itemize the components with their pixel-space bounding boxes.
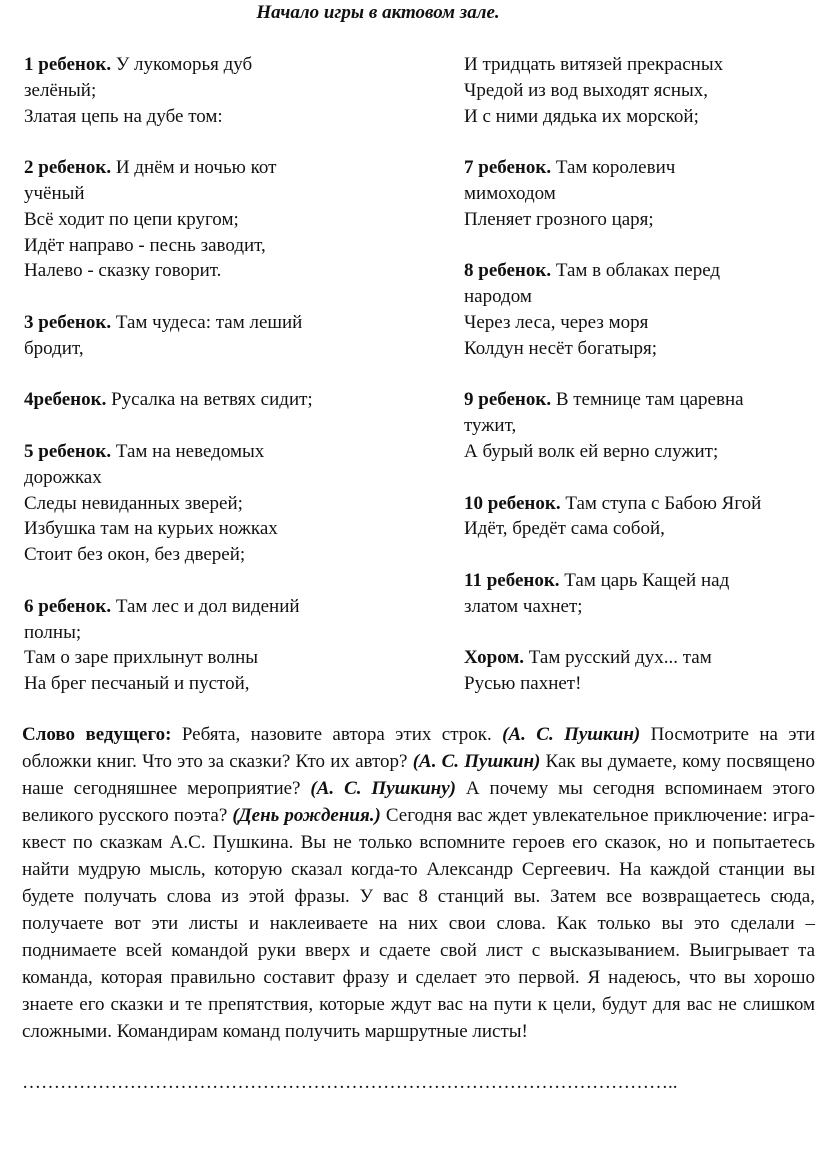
poem-stanza (464, 645, 804, 697)
poem-line (24, 671, 404, 697)
poem-line-text: Там королевич (555, 157, 676, 179)
poem-line-text: Всё ходит по цепи кругом; (24, 208, 239, 230)
poem-line (464, 155, 804, 181)
poem-line (24, 491, 404, 517)
speaker-label: 1 ребенок. (24, 54, 112, 75)
poem-line-text: Там чудеса: там леший (115, 311, 303, 333)
poem-line-text: дорожках (24, 466, 102, 488)
poem-line (24, 207, 404, 233)
poem-stanza (464, 258, 804, 361)
poem-line (464, 181, 804, 207)
poem-stanza (464, 155, 804, 232)
poem-line (464, 568, 804, 594)
poem-line-text: тужит, (464, 415, 517, 437)
poem-line-text: И днём и ночью кот (115, 157, 277, 179)
poem-line (464, 516, 804, 542)
poem-line-text: Там о заре прихлынут волны (24, 647, 259, 669)
poem-line (464, 207, 804, 233)
poem-line-text: Русалка на ветвях сидит; (111, 389, 313, 411)
page-title: Начало игры в актовом зале. (256, 2, 500, 23)
poem-line (464, 491, 804, 517)
poem-line-text: Идёт направо - песнь заводит, (24, 234, 266, 256)
poem-line-text: учёный (24, 182, 85, 204)
poem-line-text: мимоходом (464, 182, 556, 204)
leader-text: А почему мы сегодня вспоминаем этого великого русского поэта? (22, 778, 815, 826)
poem-line (24, 181, 404, 207)
leader-speaker-label: Слово ведущего: (22, 724, 172, 745)
poem-line (24, 104, 404, 130)
poem-line (24, 439, 404, 465)
poem-stanza (24, 439, 404, 568)
poem-line (24, 336, 404, 362)
speaker-label: 10 ребенок. (464, 492, 561, 514)
poem-line-text: Чредой из вод выходят ясных, (464, 79, 709, 101)
poem-line (24, 310, 404, 336)
dotted-line: ………………………………………………………………………………………….. (22, 1072, 678, 1093)
poem-line-text: Там ступа с Бабою Ягой (565, 492, 762, 514)
poem-line-text: Там в облаках перед (555, 260, 721, 282)
poem-stanza (24, 155, 404, 284)
poem-line-text: А бурый волк ей верно служит; (464, 440, 719, 462)
poem-stanza (24, 387, 404, 413)
poem-line-text: полны; (24, 621, 82, 643)
poem-line (24, 233, 404, 259)
poem-line-text: Златая цепь на дубе том: (24, 105, 223, 127)
poem-line (464, 387, 804, 413)
poem-stanza (464, 568, 804, 620)
poem-line-text: Идёт, бредёт сама собой, (464, 518, 665, 540)
poem-line (24, 516, 404, 542)
poem-stanza (464, 52, 804, 129)
leader-answer: (А. С. Пушкин) (412, 751, 541, 772)
poem-stanza (24, 52, 404, 129)
poem-line-text: Там русский дух... там (528, 647, 712, 669)
poem-line (464, 258, 804, 284)
speaker-label: 7 ребенок. (464, 157, 552, 179)
poem-line (24, 542, 404, 568)
poem-line (464, 594, 804, 620)
leader-text: Ребята, назовите автора этих строк. (171, 724, 503, 745)
poem-column-left (24, 52, 404, 723)
poem-line-text: златом чахнет; (464, 595, 583, 617)
poem-line (464, 336, 804, 362)
poem-line-text: И тридцать витязей прекрасных (464, 54, 724, 75)
poem-line (464, 310, 804, 336)
speaker-label: 4ребенок. (24, 389, 107, 411)
poem-line-text: В темнице там царевна (555, 389, 744, 411)
poem-line (24, 465, 404, 491)
poem-line (24, 620, 404, 646)
poem-line (24, 258, 404, 284)
poem-line (24, 645, 404, 671)
poem-line-text: И с ними дядька их морской; (464, 105, 699, 127)
poem-line-text: бродит, (24, 337, 84, 359)
poem-line-text: Через леса, через моря (464, 311, 649, 333)
poem-line-text: У лукоморья дуб (115, 54, 253, 75)
poem-stanza (24, 594, 404, 697)
leader-text: Сегодня вас ждет увлекательное приключение: игра-квест по сказкам А.С. Пушкина. Вы не только вспомните героев его сказок, но и попытаетесь найти мудрую мысль, которую сказал когда-то Александр Сергеевич. На каждой станции вы будете получать слова из этой фразы. У вас 8 станций вы. Затем все возвращаетесь сюда, получаете вот эти листы и наклеиваете на них свои слова. Как только вы это сделали – поднимаете всей командой руки вверх и сдаете свой лист с высказыванием. Выигрывает та команда, которая правильно составит фразу и сделает это первой. Я надеюсь, что вы хорошо знаете его сказки и те препятствия, которые ждут вас на пути к цели, будут для вас не слишком сложными. Командирам команд получить маршрутные листы! (22, 805, 815, 1042)
speaker-label: 2 ребенок. (24, 157, 112, 179)
speaker-label: 3 ребенок. (24, 311, 112, 333)
poem-line-text: Русью пахнет! (464, 673, 582, 695)
poem-line-text: Избушка там на курьих ножках (24, 518, 278, 540)
poem-line-text: Там на неведомых (115, 440, 265, 462)
poem-line (24, 387, 404, 413)
speaker-label: 11 ребенок. (464, 569, 560, 591)
poem-line-text: Там царь Кащей над (564, 569, 730, 591)
poem-line-text: Стоит без окон, без дверей; (24, 544, 246, 566)
speaker-label: 5 ребенок. (24, 440, 112, 462)
poem-line-text: народом (464, 286, 532, 308)
speaker-label: 9 ребенок. (464, 389, 552, 411)
speaker-label: 8 ребенок. (464, 260, 552, 282)
poem-line (464, 104, 804, 130)
poem-line-text: Следы невиданных зверей; (24, 492, 243, 514)
poem-line (464, 645, 804, 671)
poem-line (464, 671, 804, 697)
leader-speech (22, 721, 815, 1045)
leader-text: Посмотрите на эти обложки книг. Что это за сказки? Кто их автор? (22, 724, 815, 772)
poem-line-text: зелёный; (24, 79, 97, 101)
poem-stanza (464, 491, 804, 543)
poem-line (464, 52, 804, 78)
poem-column-right (464, 52, 804, 723)
poem-line (464, 439, 804, 465)
speaker-label: 6 ребенок. (24, 595, 112, 617)
leader-answer: (А. С. Пушкину) (310, 778, 456, 799)
poem-line-text: Налево - сказку говорит. (24, 260, 222, 282)
poem-stanza (464, 387, 804, 464)
poem-line-text: Колдун несёт богатыря; (464, 337, 658, 359)
speaker-label: Хором. (464, 647, 525, 669)
poem-stanza (24, 310, 404, 362)
poem-line (24, 78, 404, 104)
poem-line (24, 594, 404, 620)
poem-line (464, 284, 804, 310)
poem-line (464, 78, 804, 104)
poem-line (24, 155, 404, 181)
poem-line-text: Пленяет грозного царя; (464, 208, 654, 230)
poem-line (24, 52, 404, 78)
leader-answer: (А. С. Пушкин) (502, 724, 641, 745)
poem-line (464, 413, 804, 439)
leader-answer: (День рождения.) (232, 805, 381, 826)
poem-line-text: На брег песчаный и пустой, (24, 673, 250, 695)
leader-text: Как вы думаете, кому посвящено наше сегодняшнее мероприятие? (22, 751, 815, 799)
poem-line-text: Там лес и дол видений (115, 595, 300, 617)
